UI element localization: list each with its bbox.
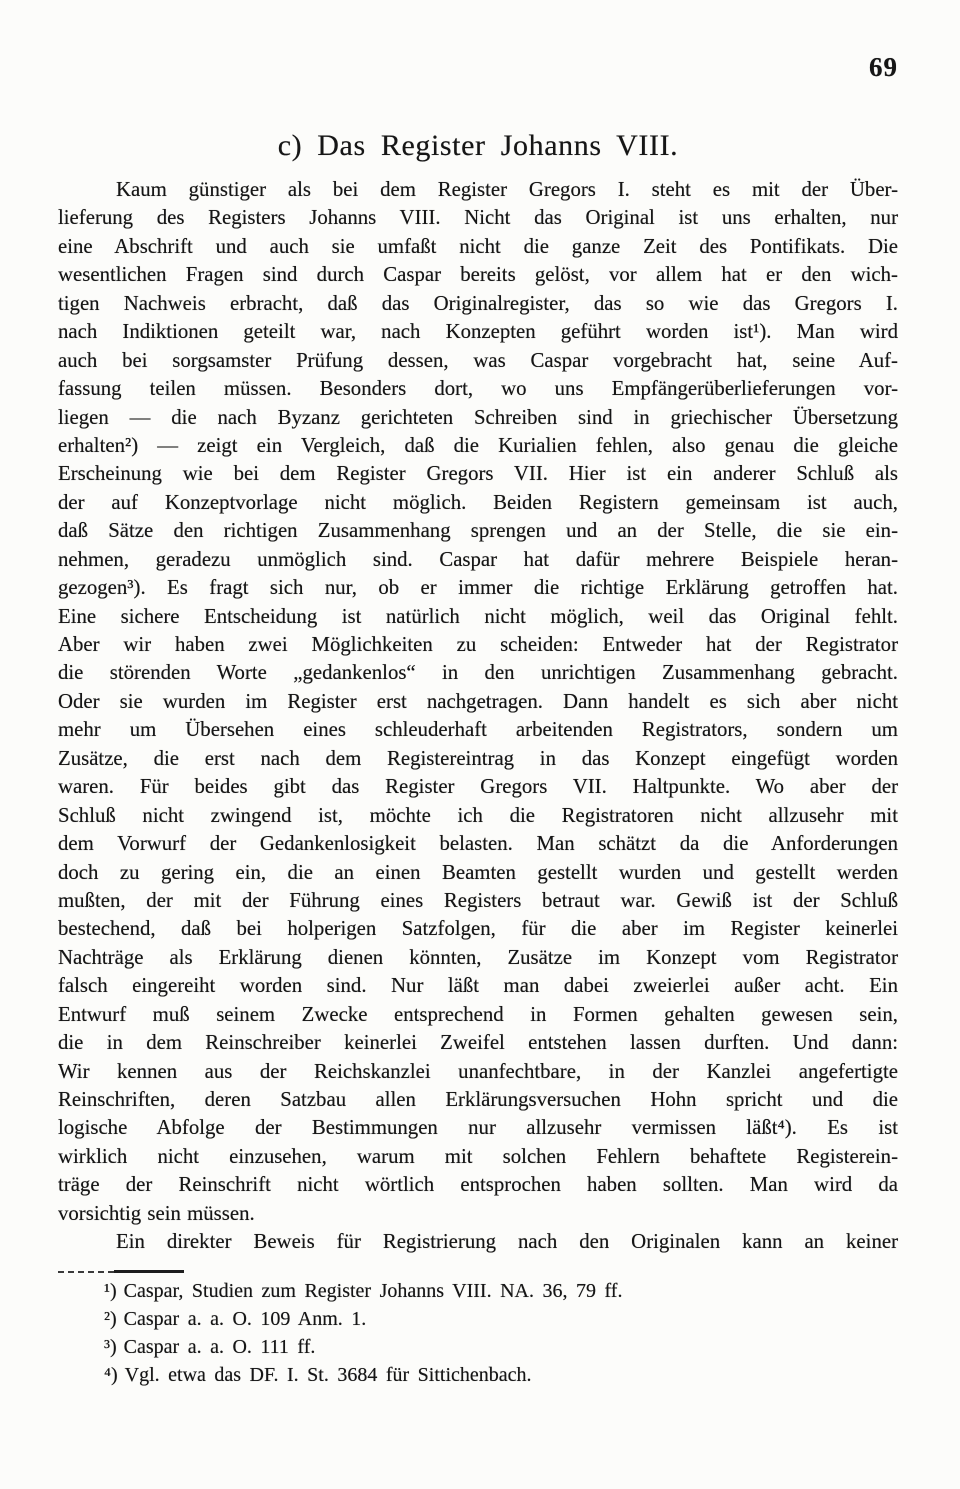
footnote-marker: ³) <box>104 1336 117 1358</box>
footnote-item <box>58 1361 898 1389</box>
footnotes <box>58 1277 898 1389</box>
page-number: 69 <box>869 52 898 82</box>
footnote-marker: ²) <box>104 1308 117 1330</box>
text-line: die in dem Reinschreiber keinerlei Zweifel entstehen lassen durften. Und dann: <box>58 1031 898 1055</box>
text-line: doch zu gering ein, die an einen Beamten gestellt wurden und gestellt werden <box>58 860 898 884</box>
text-line: Eine sichere Entscheidung ist natürlich nicht möglich, weil das Original fehlt. <box>58 604 898 628</box>
text-line: bestechend, daß bei holperigen Satzfolgen, für die aber im Register keinerlei <box>58 917 898 941</box>
text-line: vorsichtig sein müssen. <box>58 1201 255 1225</box>
text-line: Entwurf muß seinem Zwecke entsprechend in Formen gehalten gewesen sein, <box>58 1002 898 1026</box>
footnote-text: Caspar a. a. O. 109 Anm. 1. <box>123 1308 367 1330</box>
text-line: logische Abfolge der Bestimmungen nur allzusehr vermissen läßt⁴). Es ist <box>58 1116 898 1140</box>
section-heading: c) Das Register Johanns VIII. <box>277 129 679 162</box>
footnote-item <box>58 1305 898 1333</box>
footnote-marker: ¹) <box>104 1280 117 1302</box>
footnote-separator <box>58 1270 184 1274</box>
text-line: wirklich nicht einzusehen, warum mit solchen Fehlern behaftete Registerein- <box>58 1144 898 1168</box>
text-line: waren. Für beides gibt das Register Gregors VII. Haltpunkte. Wo aber der <box>58 775 898 799</box>
text-line: mehr um Übersehen eines schleuderhaft arbeitenden Registrators, sondern um <box>58 718 898 742</box>
text-line: Erscheinung wie bei dem Register Gregors VII. Hier ist ein anderer Schluß als <box>58 462 898 486</box>
text-line: der auf Konzeptvorlage nicht möglich. Beiden Registern gemeinsam ist auch, <box>58 490 898 514</box>
text-line: Schluß nicht zwingend ist, möchte ich die Registratoren nicht allzusehr mit <box>58 803 898 827</box>
text-line: mußten, der mit der Führung eines Registers betraut war. Gewiß ist der Schluß <box>58 888 898 912</box>
text-line: auch bei sorgsamster Prüfung dessen, was Caspar vorgebracht hat, seine Auf- <box>58 348 898 372</box>
text-line: die störenden Worte „gedankenlos“ in den unrichtigen Zusammenhang gebracht. <box>58 661 898 685</box>
body-text <box>58 176 898 1257</box>
text-line: gezogen³). Es fragt sich nur, ob er immer die richtige Erklärung getroffen hat. <box>58 576 898 600</box>
text-line: eine Abschrift und auch sie umfaßt nicht die ganze Zeit des Pontifikats. Die <box>58 234 898 258</box>
text-line: Wir kennen aus der Reichskanzlei unanfechtbare, in der Kanzlei angefertigte <box>58 1059 898 1083</box>
text-line: Oder sie wurden im Register erst nachgetragen. Dann handelt es sich aber nicht <box>58 689 898 713</box>
separator-dash-artifact <box>58 1271 114 1273</box>
text-line: Reinschriften, deren Satzbau allen Erklärungsversuchen Hohn spricht und die <box>58 1088 898 1111</box>
text-line: daß Sätze den richtigen Zusammenhang sprengen und an der Stelle, die sie ein- <box>58 519 898 543</box>
text-line: fassung teilen müssen. Besonders dort, wo uns Empfängerüberlieferungen vor- <box>58 377 898 401</box>
text-line: nach Indiktionen geteilt war, nach Konzepten geführt worden ist¹). Man wird <box>58 320 898 344</box>
footnote-item <box>58 1277 898 1305</box>
text-line: Kaum günstiger als bei dem Register Gregors I. steht es mit der Über- <box>116 178 898 201</box>
footnote-item <box>58 1333 898 1361</box>
separator-rule <box>114 1270 184 1273</box>
footnote-text: Caspar a. a. O. 111 ff. <box>123 1336 316 1358</box>
text-line: Nachträge als Erklärung dienen könnten, Zusätze im Konzept vom Registrator <box>58 945 898 969</box>
text-line: Aber wir haben zwei Möglichkeiten zu scheiden: Entweder hat der Registrator <box>58 633 898 656</box>
text-line: nehmen, geradezu unmöglich sind. Caspar hat dafür mehrere Beispiele heran- <box>58 547 898 571</box>
footnote-marker: ⁴) <box>104 1364 118 1386</box>
text-line: tigen Nachweis erbracht, daß das Originalregister, das so wie das Gregors I. <box>58 291 898 315</box>
text-line: Zusätze, die erst nach dem Registereintrag in das Konzept eingefügt worden <box>58 746 898 770</box>
text-line: dem Vorwurf der Gedankenlosigkeit belasten. Man schätzt da die Anforderungen <box>58 832 898 856</box>
text-line: Ein direkter Beweis für Registrierung nach den Originalen kann an keiner <box>116 1230 898 1254</box>
text-line: falsch eingereiht worden sind. Nur läßt man dabei zweierlei außer acht. Ein <box>58 974 898 998</box>
footnote-text: Vgl. etwa das DF. I. St. 3684 für Sittichenbach. <box>124 1364 532 1386</box>
text-line: träge der Reinschrift nicht wörtlich entsprochen haben sollten. Man wird da <box>58 1173 898 1197</box>
footnote-text: Caspar, Studien zum Register Johanns VIII. NA. 36, 79 ff. <box>123 1280 623 1302</box>
text-line: erhalten²) — zeigt ein Vergleich, daß die Kurialien fehlen, also genau die gleiche <box>58 433 898 457</box>
text-line: liegen — die nach Byzanz gerichteten Schreiben sind in griechischer Übersetzung <box>58 405 898 429</box>
text-line: wesentlichen Fragen sind durch Caspar bereits gelöst, vor allem hat er den wich- <box>58 263 898 287</box>
text-line: lieferung des Registers Johanns VIII. Nicht das Original ist uns erhalten, nur <box>58 206 898 230</box>
